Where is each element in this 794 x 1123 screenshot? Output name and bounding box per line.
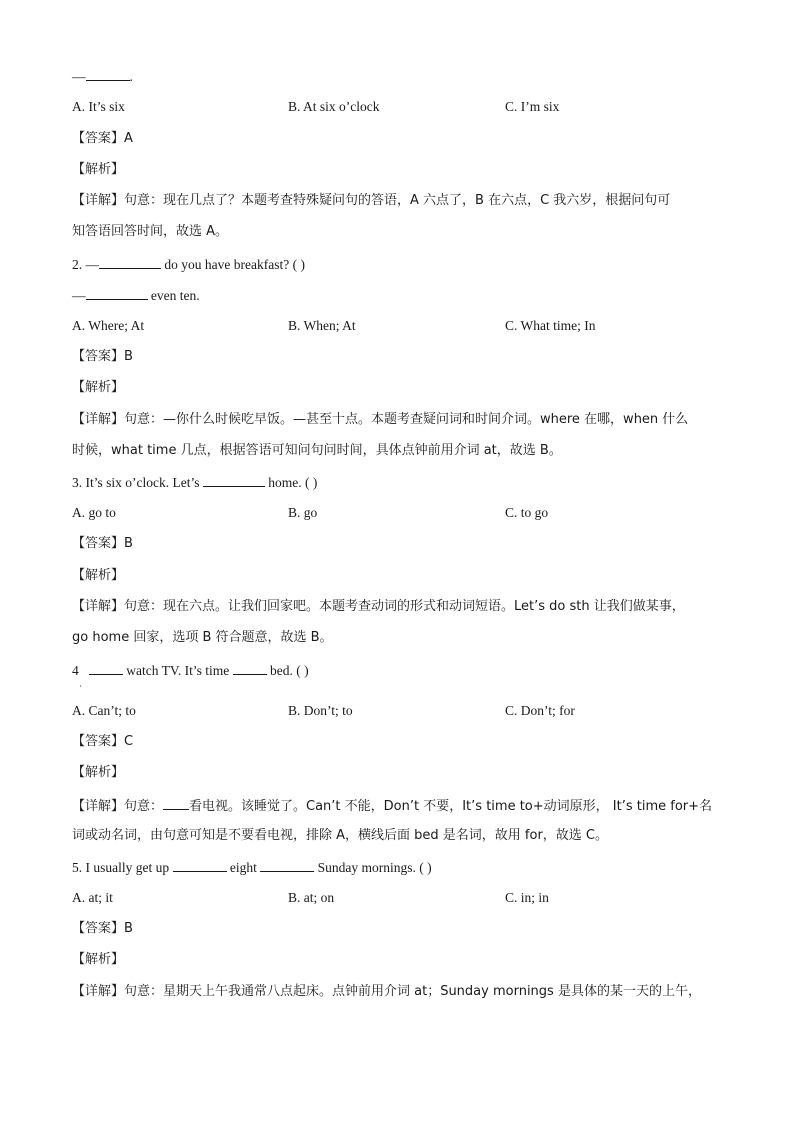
q4-detail-line-2: 词或动名词，由句意可知是不要看电视，排除 A，横线后面 bed 是名词，故用 for，故选 C。 bbox=[72, 828, 609, 843]
q3-option-c: C. to go bbox=[505, 505, 549, 520]
q3-detail-line-1: 【详解】句意：现在六点。让我们回家吧。本题考查动词的形式和动词短语。Let’s do sth 让我们做某事， bbox=[72, 599, 685, 614]
q5-answer: 【答案】B bbox=[72, 921, 133, 936]
q2-answer: 【答案】B bbox=[72, 349, 133, 364]
q5-option-b: B. at; on bbox=[288, 890, 335, 905]
q1-option-c: C. I’m six bbox=[505, 99, 560, 114]
q5-detail-line-1: 【详解】句意：星期天上午我通常八点起床。点钟前用介词 at；Sunday mornings 是具体的某一天的上午， bbox=[72, 984, 701, 999]
answer-blank bbox=[163, 795, 189, 810]
answer-blank bbox=[233, 660, 267, 675]
q3-answer: 【答案】B bbox=[72, 536, 133, 551]
q4-stem: 4 watch TV. It’s time bed. ( ) bbox=[72, 660, 732, 681]
q5-stem: 5. I usually get up eight Sunday mornings. ( ) bbox=[72, 857, 732, 878]
q1-answer: 【答案】A bbox=[72, 131, 133, 146]
q3-detail-line-2: go home 回家，选项 B 符合题意，故选 B。 bbox=[72, 630, 333, 645]
number-dot: · bbox=[79, 681, 82, 691]
q1-option-a: A. It’s six bbox=[72, 99, 125, 114]
q4-detail-line-1: 【详解】句意： 看电视。该睡觉了。Can’t 不能，Don’t 不要，It’s time to+动词原形， It’s time for+名 bbox=[72, 795, 732, 817]
q2-analysis-label: 【解析】 bbox=[72, 380, 125, 395]
q2-stem: 2. — do you have breakfast? ( ) bbox=[72, 254, 732, 275]
q3-option-a: A. go to bbox=[72, 505, 116, 520]
answer-blank bbox=[86, 66, 130, 81]
q1-detail-line-2: 知答语回答时间，故选 A。 bbox=[72, 224, 229, 239]
answer-blank bbox=[99, 254, 161, 269]
q5-analysis-label: 【解析】 bbox=[72, 952, 125, 967]
q3-analysis-label: 【解析】 bbox=[72, 568, 125, 583]
answer-blank bbox=[203, 472, 265, 487]
q1-analysis-label: 【解析】 bbox=[72, 162, 125, 177]
q1-detail-line-1: 【详解】句意：现在几点了？本题考查特殊疑问句的答语，A 六点了，B 在六点，C 我六岁，根据问句可 bbox=[72, 193, 671, 208]
q4-option-c: C. Don’t; for bbox=[505, 703, 575, 718]
q4-answer: 【答案】C bbox=[72, 734, 134, 749]
q3-stem: 3. It’s six o’clock. Let’s home. ( ) bbox=[72, 472, 732, 493]
q3-option-b: B. go bbox=[288, 505, 318, 520]
answer-blank bbox=[89, 660, 123, 675]
q2-option-c: C. What time; In bbox=[505, 318, 596, 333]
answer-blank bbox=[260, 857, 314, 872]
q2-option-a: A. Where; At bbox=[72, 318, 145, 333]
q2-detail-line-1: 【详解】句意：—你什么时候吃早饭。—甚至十点。本题考查疑问词和时间介词。where 在哪，when 什么 bbox=[72, 412, 689, 427]
q1-option-b: B. At six o’clock bbox=[288, 99, 380, 114]
q4-option-a: A. Can’t; to bbox=[72, 703, 136, 718]
answer-blank bbox=[86, 285, 148, 300]
answer-blank bbox=[173, 857, 227, 872]
q5-option-c: C. in; in bbox=[505, 890, 549, 905]
q4-option-b: B. Don’t; to bbox=[288, 703, 353, 718]
q2-detail-line-2: 时候，what time 几点，根据答语可知问句问时间，具体点钟前用介词 at，故选 B。 bbox=[72, 443, 562, 458]
q1-answer-line: — . bbox=[72, 66, 732, 87]
q2-option-b: B. When; At bbox=[288, 318, 356, 333]
q2-reply: — even ten. bbox=[72, 285, 732, 306]
q4-analysis-label: 【解析】 bbox=[72, 765, 125, 780]
q5-option-a: A. at; it bbox=[72, 890, 113, 905]
